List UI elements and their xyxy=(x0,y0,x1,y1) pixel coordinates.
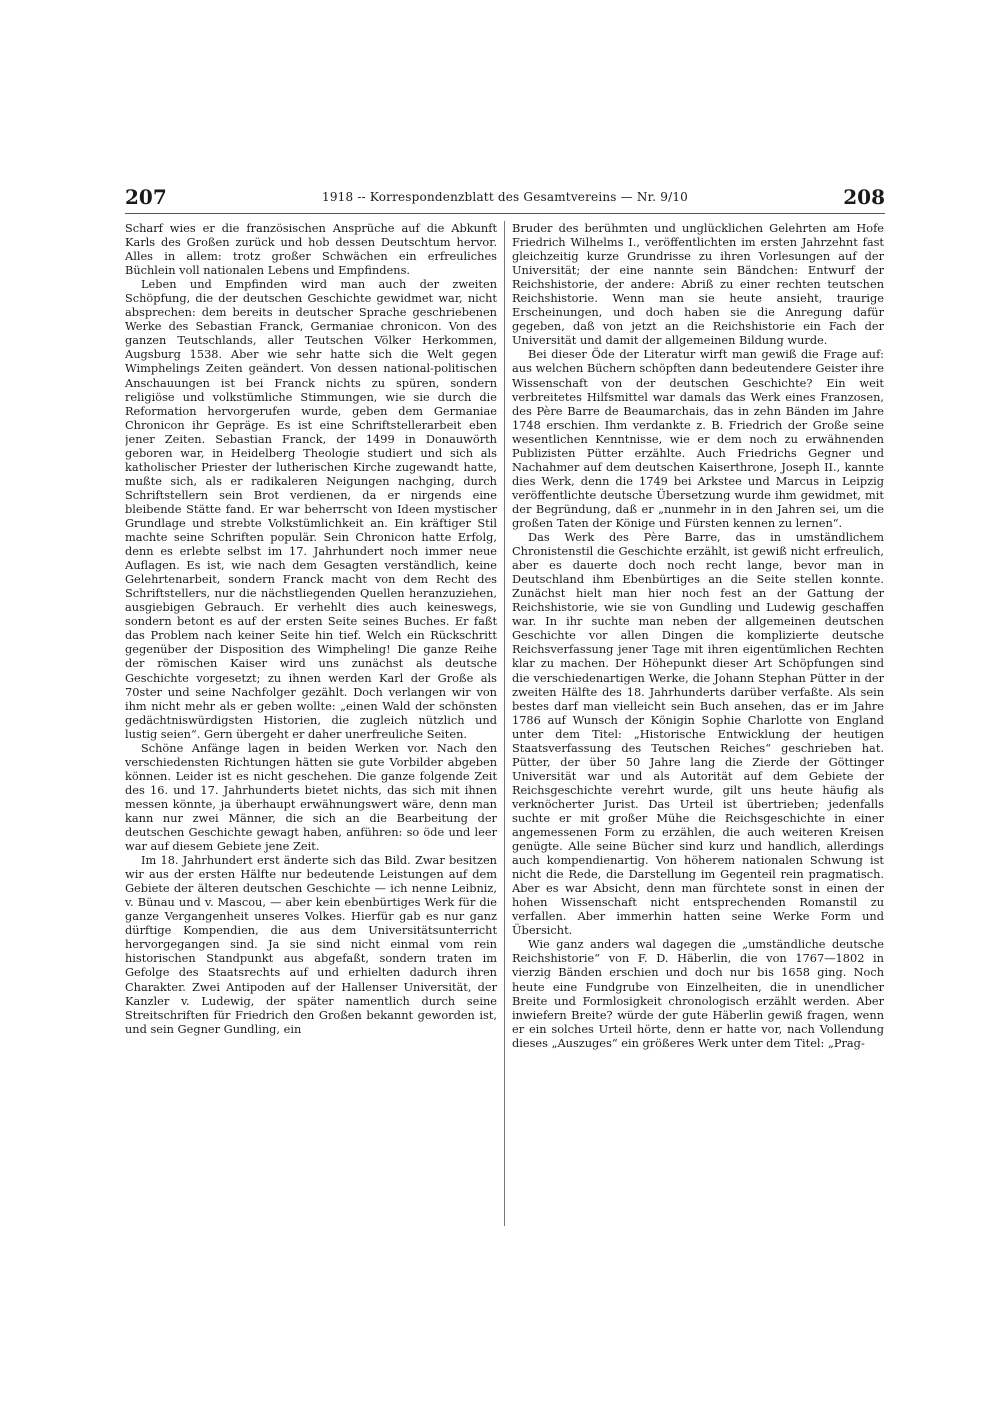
paragraph: Im 18. Jahrhundert erst änderte sich das Bild. Zwar besitzen wir aus der ersten Hälfte nur bedeutende Leistungen auf dem Gebiete der älteren deutschen Geschichte — ich nenne Leibniz, v. Bünau und v. Mascou, — aber kein ebenbürtiges Werk für die ganze Vergangenheit unseres Volkes. Hierfür gab es nur ganz dürftige Kompendien, die aus dem Universitätsunterricht hervorgegangen sind. Ja sie sind nicht einmal vom rein historischen Standpunkt aus abgefaßt, sondern traten im Gefolge des Staatsrechts auf und erhielten dadurch ihren Charakter. Zwei Antipoden auf der Hallenser Universität, der Kanzler v. Ludewig, der später namentlich durch seine Streitschriften für Friedrich den Großen bekannt geworden ist, und sein Gegner Gundling, ein xyxy=(125,853,497,1036)
paragraph: Bei dieser Öde der Literatur wirft man gewiß die Frage auf: aus welchen Büchern schöpften dann bedeutendere Geister ihre Wissenschaft von der deutschen Geschichte? Ein weit verbreitetes Hilfsmittel war damals das Werk eines Franzosen, des Père Barre de Beaumarchais, das in zehn Bänden im Jahre 1748 erschien. Ihm verdankte z. B. Friedrich der Große seine wesentlichen Kenntnisse, wie er dem noch zu erwähnenden Publizisten Pütter erzählte. Auch Friedrichs Gegner und Nachahmer auf dem deutschen Kaiserthrone, Joseph II., kannte dies Werk, denn die 1749 bei Arkstee und Marcus in Leipzig veröffentlichte deutsche Übersetzung wurde ihm gewidmet, mit der Begründung, daß er „nunmehr in in den Jahren sei, um die großen Taten der Könige und Fürsten kennen zu lernen“. xyxy=(512,347,884,530)
paragraph: Bruder des berühmten und unglücklichen Gelehrten am Hofe Friedrich Wilhelms I., veröffentlichten im ersten Jahrzehnt fast gleichzeitig kurze Grundrisse zu ihren Vorlesungen auf der Universität; der eine nannte sein Bändchen: Entwurf der Reichshistorie, der andere: Abriß zu einer rechten teutschen Reichshistorie. Wenn man sie heute ansieht, traurige Erscheinungen, und doch haben sie die Anregung dafür gegeben, daß von jetzt an die Reichshistorie ein Fach der Universität und damit der allgemeinen Bildung wurde. xyxy=(512,221,884,348)
running-title: 1918 -- Korrespondenzblatt des Gesamtvereins — Nr. 9/10 xyxy=(321,190,688,204)
paragraph: Scharf wies er die französischen Ansprüche auf die Abkunft Karls des Großen zurück und hob dessen Deutschtum hervor. Alles in allem: trotz großer Schwächen ein erfreuliches Büchlein voll nationalen Lebens und Empfindens. xyxy=(125,221,497,278)
paragraph: Schöne Anfänge lagen in beiden Werken vor. Nach den verschiedensten Richtungen hätten sie gute Vorbilder abgeben können. Leider ist es nicht geschehen. Die ganze folgende Zeit des 16. und 17. Jahrhunderts bietet nichts, das sich mit ihnen messen könnte, ja überhaupt erwähnungswert wäre, denn man kann nur zwei Männer, die sich an die Bearbeitung der deutschen Geschichte gewagt haben, anführen: so öde und leer war auf diesem Gebiete jene Zeit. xyxy=(125,740,497,854)
column-divider xyxy=(504,221,505,1226)
page-number-right: 208 xyxy=(843,185,885,209)
right-column xyxy=(512,221,884,1226)
paragraph: Das Werk des Père Barre, das in umständlichem Chronistenstil die Geschichte erzählt, ist gewiß nicht erfreulich, aber es dauerte doch noch recht lange, bevor man in Deutschland ihm Ebenbürtiges an die Seite stellen konnte. Zunächst hielt man hier noch fest an der Gattung der Reichshistorie, wie sie von Gundling und Ludewig geschaffen war. In ihr suchte man neben der allgemeinen deutschen Geschichte vor allen Dingen die komplizierte deutsche Reichsverfassung jener Tage mit ihren eigentümlichen Rechten klar zu machen. Der Höhepunkt dieser Art Schöpfungen sind die verschiedenartigen Werke, die Johann Stephan Pütter in der zweiten Hälfte des 18. Jahrhunderts darüber verfaßte. Als sein bestes darf man vielleicht sein Buch ansehen, das er im Jahre 1786 auf Wunsch der Königin Sophie Charlotte von England unter dem Titel: „Historische Entwicklung der heutigen Staatsverfassung des Teutschen Reiches“ geschrieben hat. Pütter, der über 50 Jahre lang die Zierde der Göttinger Universität war und als Autorität auf dem Gebiete der Reichsgeschichte verehrt wurde, gilt uns heute häufig als verknöcherter Jurist. Das Urteil ist übertrieben; jedenfalls suchte er mit großer Mühe die Reichsgeschichte in einer angemessenen Form zu erzählen, die auch weiteren Kreisen genügte. Alle seine Bücher sind kurz und handlich, allerdings auch kompendienartig. Von höherem nationalen Schwung ist nicht die Rede, die Darstellung im Gegenteil rein pragmatisch. Aber es war Absicht, denn man fürchtete sonst in einen der hohen Wissenschaft nicht entsprechenden Romanstil zu verfallen. Aber immerhin hatten seine Werke Form und Übersicht. xyxy=(512,530,884,938)
left-column xyxy=(125,221,497,1226)
page-number-left: 207 xyxy=(125,185,167,209)
page-header xyxy=(125,185,885,215)
paragraph: Wie ganz anders wal dagegen die „umständliche deutsche Reichshistorie“ von F. D. Häberlin, die von 1767—1802 in vierzig Bänden erschien und doch nur bis 1658 ging. Noch heute eine Fundgrube von Einzelheiten, die in unendlicher Breite und Formlosigkeit chronologisch erzählt werden. Aber inwiefern Breite? würde der gute Häberlin gewiß fragen, wenn er ein solches Urteil hörte, denn er hatte vor, nach Vollendung dieses „Auszuges“ ein größeres Werk unter dem Titel: „Prag- xyxy=(512,937,884,1050)
header-rule xyxy=(125,213,885,214)
paragraph: Leben und Empfinden wird man auch der zweiten Schöpfung, die der deutschen Geschichte gewidmet war, nicht absprechen: dem bereits in deutscher Sprache geschriebenen Werke des Sebastian Franck, Germaniae chronicon. Von des ganzen Teutschlands, aller Teutschen Völker Herkommen, Augsburg 1538. Aber wie sehr hatte sich die Welt gegen Wimphelings Zeiten geändert. Von dessen national-politischen Anschauungen ist bei Franck nichts zu spüren, sondern religiöse und volkstümliche Stimmungen, wie sie durch die Reformation hervorgerufen wurde, geben dem Germaniae Chronicon ihr Gepräge. Es ist eine Schriftstellerarbeit eben jener Zeiten. Sebastian Franck, der 1499 in Donauwörth geboren war, in Heidelberg Theologie studiert und sich als katholischer Priester der lutherischen Kirche zugewandt hatte, mußte sich, als er radikaleren Neigungen nachging, durch Schriftstellern sein Brot verdienen, da er nirgends eine bleibende Stätte fand. Er war beherrscht von Ideen mystischer Grundlage und strebte Volkstümlichkeit an. Ein kräftiger Stil machte seine Schriften populär. Sein Chronicon hatte Erfolg, denn es erlebte selbst im 17. Jahrhundert noch immer neue Auflagen. Es ist, wie nach dem Gesagten verständlich, keine Gelehrtenarbeit, sondern Franck macht von dem Recht des Schriftstellers, nur die nächstliegenden Quellen heranzuziehen, ausgiebigen Gebrauch. Er verhehlt dies auch keineswegs, sondern betont es auf der ersten Seite seines Buches. Er faßt das Problem nach keiner Seite hin tief. Welch ein Rückschritt gegenüber der Disposition des Wimpheling! Die ganze Reihe der römischen Kaiser wird uns zunächst als deutsche Geschichte vorgesetzt; zu ihnen werden Karl der Große als 70ster und seine Nachfolger gezählt. Doch verlangen wir von ihm nicht mehr als er geben wollte: „einen Wald der schönsten gedächtniswürdigsten Historien, die zugleich nützlich und lustig seien“. Gern übergeht er daher unerfreuliche Seiten. xyxy=(125,277,497,741)
